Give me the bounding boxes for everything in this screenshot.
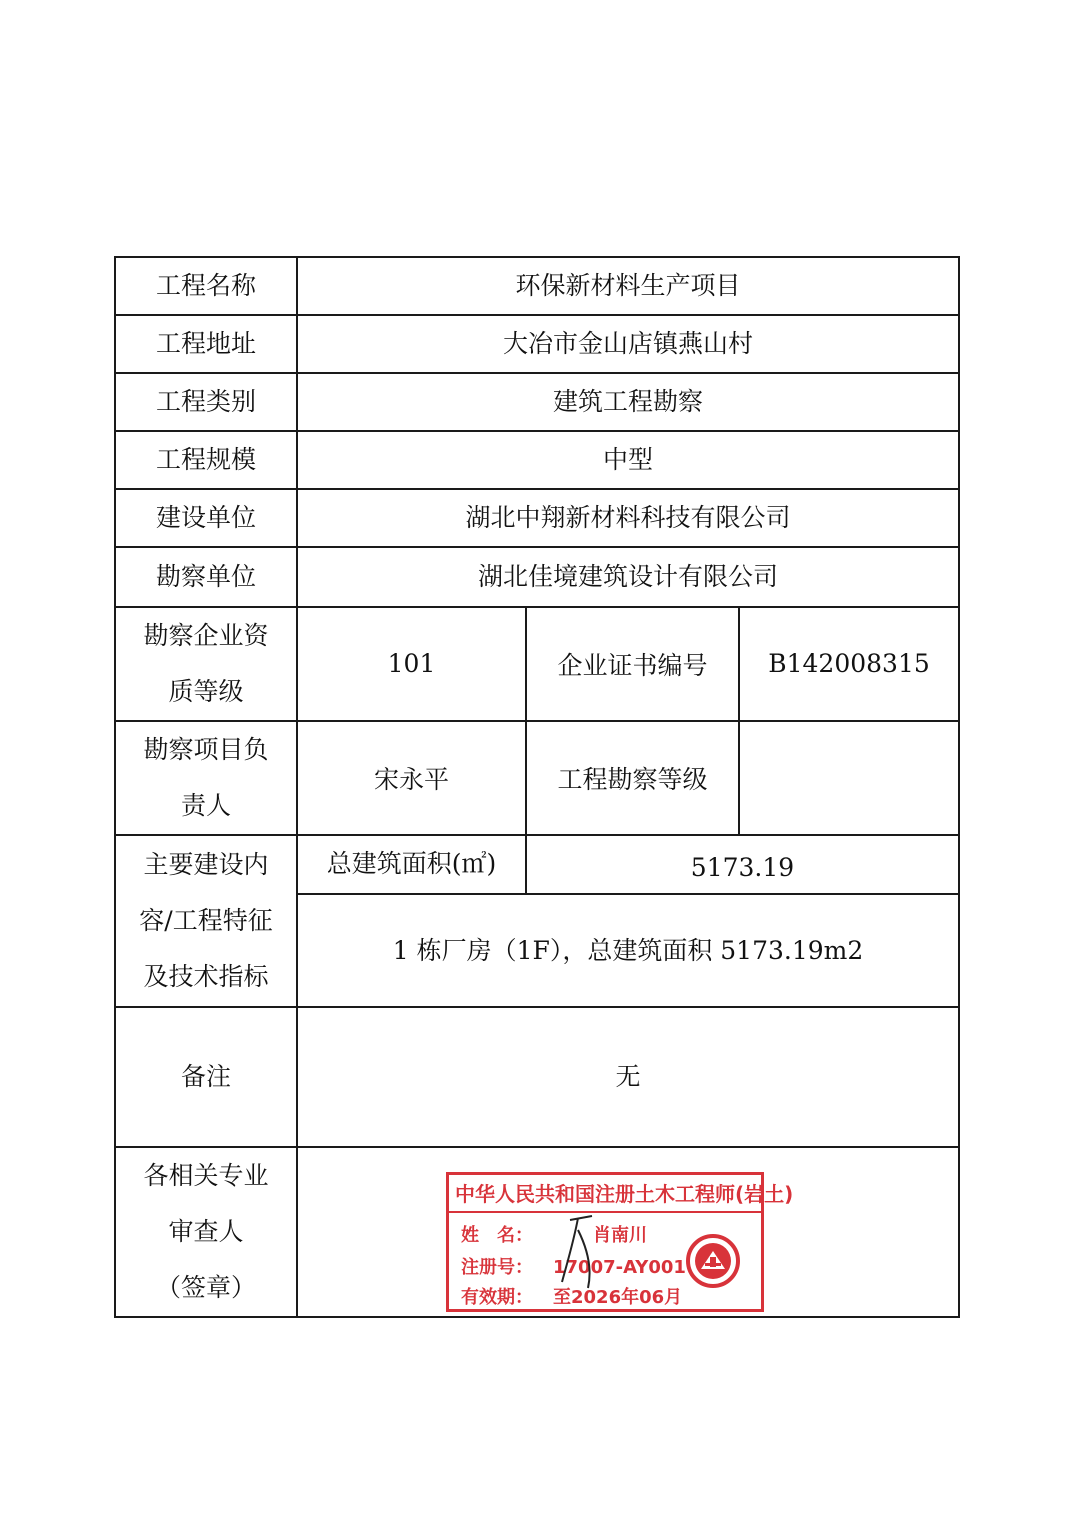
- value-project-name: 环保新材料生产项目: [296, 256, 960, 316]
- stamp-title: 中华人民共和国注册土木工程师(岩土): [455, 1182, 794, 1206]
- label-survey-grade: 工程勘察等级: [525, 720, 740, 836]
- value-survey-grade: [738, 720, 960, 836]
- value-surveyor: 湖北佳境建筑设计有限公司: [296, 546, 960, 608]
- stamp-emblem-icon: [685, 1233, 741, 1289]
- value-remark: 无: [296, 1006, 960, 1148]
- label-project-scale: 工程规模: [114, 430, 298, 490]
- label-qualification: 勘察企业资 质等级: [114, 606, 298, 722]
- value-project-address: 大冶市金山店镇燕山村: [296, 314, 960, 374]
- label-certificate-number: 企业证书编号: [525, 606, 740, 722]
- label-project-address: 工程地址: [114, 314, 298, 374]
- label-surveyor: 勘察单位: [114, 546, 298, 608]
- value-project-leader: 宋永平: [296, 720, 527, 836]
- label-project-name: 工程名称: [114, 256, 298, 316]
- value-project-scale: 中型: [296, 430, 960, 490]
- label-builder: 建设单位: [114, 488, 298, 548]
- value-description: 1 栋厂房（1F），总建筑面积 5173.19m2: [296, 893, 960, 1008]
- value-total-area: 5173.19: [525, 834, 960, 895]
- handwritten-signature-icon: [548, 1210, 648, 1290]
- label-main-content: 主要建设内 容/工程特征 及技术指标: [114, 834, 298, 1008]
- label-total-area: 总建筑面积(㎡): [296, 834, 527, 895]
- value-qualification: 101: [296, 606, 527, 722]
- value-project-category: 建筑工程勘察: [296, 372, 960, 432]
- label-project-category: 工程类别: [114, 372, 298, 432]
- value-certificate-number: B142008315: [738, 606, 960, 722]
- stamp-validity-row: 有效期： 至2026年06月: [461, 1287, 683, 1308]
- label-remark: 备注: [114, 1006, 298, 1148]
- stamp-registration-row: 注册号： 17007-AY001: [461, 1257, 686, 1278]
- label-project-leader: 勘察项目负 责人: [114, 720, 298, 836]
- stamp-name-row: 姓 名： 肖南川: [461, 1225, 647, 1246]
- value-builder: 湖北中翔新材料科技有限公司: [296, 488, 960, 548]
- label-reviewer: 各相关专业 审查人 （签章）: [114, 1146, 298, 1318]
